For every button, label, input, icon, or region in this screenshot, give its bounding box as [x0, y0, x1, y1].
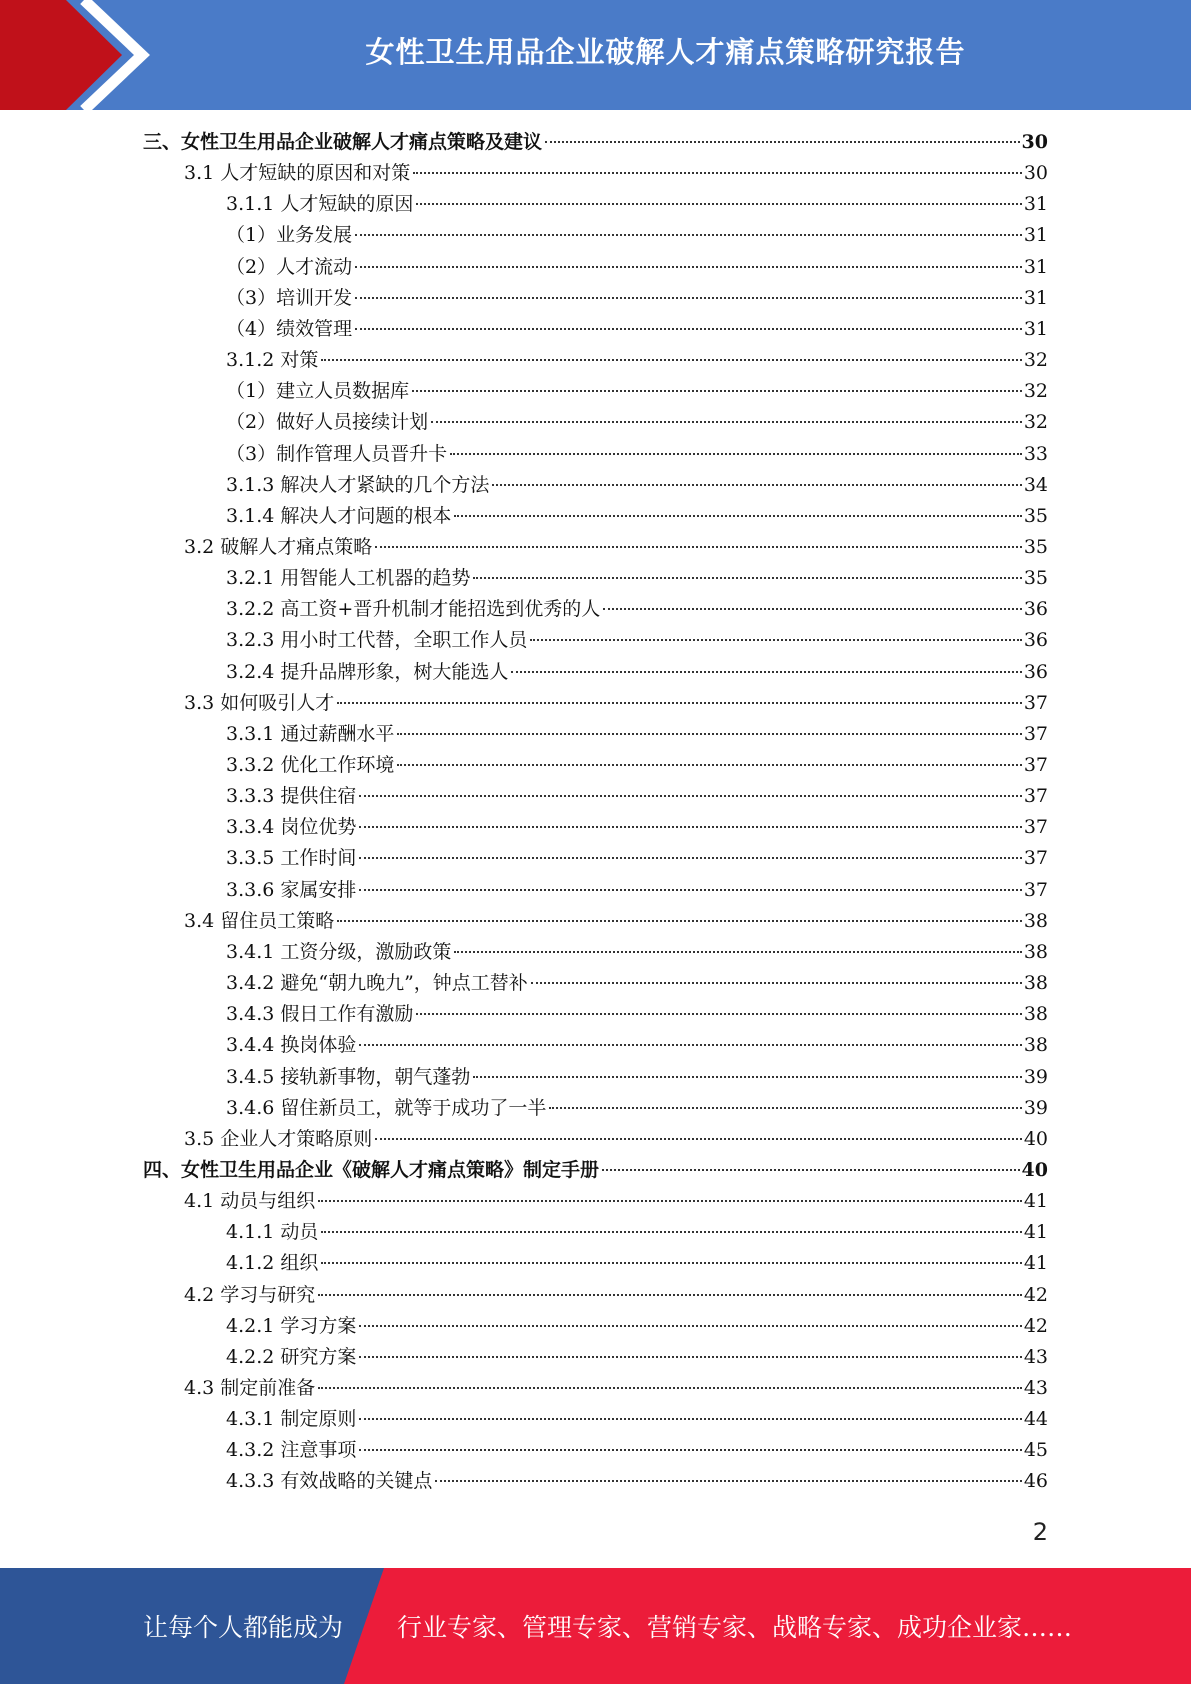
toc-entry-label: （1）业务发展 — [226, 224, 353, 247]
toc-dot-leader — [603, 608, 1022, 610]
toc-row — [0, 937, 1191, 968]
toc-row — [0, 1217, 1191, 1248]
toc-row — [0, 1062, 1191, 1093]
toc-row — [0, 1093, 1191, 1124]
toc-entry[interactable] — [226, 843, 1048, 874]
toc-row — [0, 1280, 1191, 1311]
toc-entry-page: 43 — [1023, 1377, 1048, 1399]
toc-entry-page: 30 — [1023, 162, 1048, 185]
toc-entry[interactable] — [226, 1404, 1048, 1435]
toc-entry-page: 40 — [1023, 1127, 1048, 1150]
toc-entry-label: （1）建立人员数据库 — [226, 380, 410, 403]
toc-row — [0, 812, 1191, 843]
toc-entry-label: 3.2 破解人才痛点策略 — [184, 535, 373, 558]
toc-dot-leader — [530, 639, 1021, 641]
toc-entry-page: 32 — [1023, 411, 1048, 434]
toc-entry-page: 35 — [1023, 504, 1048, 527]
toc-entry[interactable] — [226, 719, 1048, 750]
toc-row — [0, 439, 1191, 470]
toc-entry-label: 3.2.4 提升品牌形象，树大能选人 — [226, 660, 509, 683]
toc-entry-label: 3.1.4 解决人才问题的根本 — [226, 504, 452, 527]
toc-entry-label: 3.4.4 换岗体验 — [226, 1034, 357, 1057]
toc-row — [0, 1404, 1191, 1435]
toc-entry-label: 3.3.6 家属安排 — [226, 878, 357, 901]
toc-entry-label: 3.2.3 用小时工代替，全职工作人员 — [226, 629, 528, 652]
toc-entry[interactable] — [226, 999, 1048, 1030]
toc-entry-page: 43 — [1023, 1345, 1048, 1368]
toc-dot-leader — [473, 577, 1021, 579]
toc-dot-leader — [531, 982, 1022, 984]
toc-entry[interactable] — [226, 1030, 1048, 1061]
toc-entry-label: 3.2.1 用智能人工机器的趋势 — [226, 567, 471, 590]
toc-dot-leader — [321, 1231, 1021, 1233]
toc-dot-leader — [545, 141, 1020, 143]
toc-dot-leader — [397, 733, 1021, 735]
toc-entry-page: 37 — [1023, 691, 1048, 714]
toc-entry[interactable] — [143, 127, 1048, 158]
toc-dot-leader — [431, 421, 1022, 423]
toc-entry-label: 三、女性卫生用品企业破解人才痛点策略及建议 — [143, 131, 543, 153]
toc-entry[interactable] — [226, 1466, 1048, 1497]
toc-entry-label: 4.2.2 研究方案 — [226, 1345, 357, 1368]
toc-entry-page: 38 — [1023, 1034, 1048, 1057]
toc-entry[interactable] — [226, 470, 1048, 501]
toc-entry-label: 4.3.1 制定原则 — [226, 1408, 357, 1431]
toc-entry-page: 36 — [1023, 660, 1048, 683]
footer-slogan-right: 行业专家、管理专家、营销专家、战略专家、成功企业家…… — [397, 1613, 1073, 1642]
toc-entry-page: 31 — [1023, 286, 1048, 309]
document-title: 女性卫生用品企业破解人才痛点策略研究报告 — [365, 34, 966, 69]
toc-row — [0, 252, 1191, 283]
toc-entry-page: 38 — [1023, 909, 1048, 932]
toc-entry[interactable] — [226, 1093, 1048, 1124]
toc-row — [0, 1373, 1191, 1404]
toc-entry[interactable] — [184, 1280, 1048, 1311]
toc-dot-leader — [318, 1200, 1022, 1202]
toc-entry-page: 42 — [1023, 1283, 1048, 1306]
toc-entry-label: 3.1 人才短缺的原因和对策 — [184, 162, 411, 185]
toc-dot-leader — [416, 1013, 1021, 1015]
toc-entry-page: 41 — [1023, 1221, 1048, 1244]
toc-dot-leader — [375, 546, 1022, 548]
toc-entry-label: 3.2.2 高工资+晋升机制才能招选到优秀的人 — [226, 598, 601, 621]
toc-dot-leader — [413, 172, 1022, 174]
toc-row — [0, 563, 1191, 594]
toc-entry-label: （3）制作管理人员晋升卡 — [226, 442, 448, 465]
toc-entry-label: 3.3.2 优化工作环境 — [226, 754, 395, 776]
toc-dot-leader — [355, 297, 1022, 299]
toc-entry[interactable] — [226, 657, 1048, 688]
toc-entry[interactable] — [143, 1155, 1048, 1186]
toc-entry-label: 四、女性卫生用品企业《破解人才痛点策略》制定手册 — [143, 1158, 600, 1181]
toc-entry-label: （2）做好人员接续计划 — [226, 411, 429, 434]
toc-dot-leader — [492, 484, 1021, 486]
toc-entry-label: 4.1.2 组织 — [226, 1252, 319, 1275]
toc-row — [0, 376, 1191, 407]
toc-entry[interactable] — [184, 158, 1048, 189]
toc-dot-leader — [435, 1480, 1021, 1482]
toc-entry-page: 31 — [1023, 255, 1048, 278]
toc-entry-page: 41 — [1023, 1190, 1048, 1213]
toc-entry[interactable] — [226, 189, 1048, 220]
toc-row — [0, 1030, 1191, 1061]
toc-row — [0, 314, 1191, 345]
toc-entry-label: 3.4.6 留住新员工，就等于成功了一半 — [226, 1096, 547, 1119]
toc-row — [0, 1342, 1191, 1373]
toc-entry-label: （2）人才流动 — [226, 255, 353, 278]
toc-entry-label: 4.1.1 动员 — [226, 1221, 319, 1244]
toc-entry-page: 39 — [1023, 1065, 1048, 1088]
toc-entry[interactable] — [226, 252, 1048, 283]
toc-row — [0, 345, 1191, 376]
toc-entry-page: 32 — [1023, 349, 1048, 372]
toc-row — [0, 283, 1191, 314]
toc-entry[interactable] — [226, 501, 1048, 532]
toc-entry[interactable] — [184, 1124, 1048, 1155]
toc-entry-page: 34 — [1023, 473, 1048, 496]
toc-entry-page: 36 — [1023, 598, 1048, 621]
toc-entry-page: 42 — [1023, 1314, 1048, 1337]
toc-entry[interactable] — [226, 439, 1048, 470]
toc-entry-page: 36 — [1023, 629, 1048, 652]
toc-entry-label: 3.3.3 提供住宿 — [226, 785, 357, 808]
toc-dot-leader — [337, 920, 1022, 922]
toc-entry-label: 4.3.2 注意事项 — [226, 1439, 357, 1462]
toc-dot-leader — [511, 671, 1021, 673]
toc-dot-leader — [355, 328, 1022, 330]
toc-row — [0, 719, 1191, 750]
toc-dot-leader — [337, 702, 1022, 704]
toc-row — [0, 1466, 1191, 1497]
toc-entry-label: 4.1 动员与组织 — [184, 1190, 316, 1213]
toc-entry-page: 46 — [1023, 1470, 1048, 1493]
toc-row — [0, 657, 1191, 688]
toc-entry[interactable] — [226, 1248, 1048, 1279]
toc-entry-label: 4.3.3 有效战略的关键点 — [226, 1470, 433, 1493]
toc-dot-leader — [355, 234, 1022, 236]
toc-entry[interactable] — [226, 1311, 1048, 1342]
toc-row — [0, 750, 1191, 781]
toc-entry-page: 37 — [1023, 816, 1048, 839]
toc-row — [0, 1311, 1191, 1342]
toc-dot-leader — [473, 1076, 1021, 1078]
toc-entry-page: 31 — [1023, 317, 1048, 340]
toc-dot-leader — [416, 203, 1021, 205]
toc-entry-page: 37 — [1023, 847, 1048, 870]
toc-dot-leader — [359, 1044, 1021, 1046]
toc-entry-page: 37 — [1023, 878, 1048, 901]
toc-dot-leader — [602, 1169, 1020, 1171]
toc-entry-label: 3.1.3 解决人才紧缺的几个方法 — [226, 473, 490, 496]
toc-row — [0, 688, 1191, 719]
toc-entry[interactable] — [226, 563, 1048, 594]
toc-dot-leader — [318, 1294, 1022, 1296]
toc-entry-page: 32 — [1023, 380, 1048, 403]
toc-entry[interactable] — [226, 314, 1048, 345]
toc-entry[interactable] — [184, 1186, 1048, 1217]
toc-entry[interactable] — [226, 1342, 1048, 1373]
toc-entry-page: 38 — [1023, 1003, 1048, 1026]
toc-entry-page: 37 — [1023, 754, 1048, 776]
toc-entry-page: 38 — [1023, 940, 1048, 963]
toc-entry[interactable] — [226, 1435, 1048, 1466]
toc-entry[interactable] — [226, 283, 1048, 314]
toc-row — [0, 1248, 1191, 1279]
toc-entry-label: 3.4.1 工资分级，激励政策 — [226, 940, 452, 963]
toc-row — [0, 781, 1191, 812]
toc-entry-label: 3.4.3 假日工作有激励 — [226, 1003, 414, 1026]
toc-entry-page: 35 — [1023, 535, 1048, 558]
toc-row — [0, 127, 1191, 158]
toc-entry-page: 33 — [1023, 442, 1048, 465]
toc-dot-leader — [318, 1387, 1022, 1389]
toc-entry-page: 31 — [1023, 224, 1048, 247]
toc-dot-leader — [359, 1325, 1021, 1327]
toc-entry[interactable] — [184, 1373, 1048, 1404]
toc-entry-label: 3.3.4 岗位优势 — [226, 816, 357, 839]
toc-entry[interactable] — [226, 376, 1048, 407]
toc-entry-label: 3.3 如何吸引人才 — [184, 691, 335, 714]
toc-entry-page: 35 — [1023, 567, 1048, 590]
toc-row — [0, 1124, 1191, 1155]
toc-entry-page: 40 — [1021, 1158, 1048, 1181]
toc-dot-leader — [359, 889, 1021, 891]
toc-dot-leader — [359, 795, 1021, 797]
toc-entry-label: 4.2.1 学习方案 — [226, 1314, 357, 1337]
toc-dot-leader — [450, 453, 1022, 455]
toc-row — [0, 532, 1191, 563]
toc-entry[interactable] — [226, 937, 1048, 968]
toc-row — [0, 158, 1191, 189]
toc-entry-page: 37 — [1023, 722, 1048, 745]
toc-row — [0, 220, 1191, 251]
toc-entry-label: （4）绩效管理 — [226, 317, 353, 340]
toc-entry-label: （3）培训开发 — [226, 286, 353, 309]
toc-row — [0, 470, 1191, 501]
toc-dot-leader — [454, 515, 1021, 517]
toc-entry-page: 41 — [1023, 1252, 1048, 1275]
toc-row — [0, 1155, 1191, 1186]
toc-row — [0, 843, 1191, 874]
toc-entry-page: 31 — [1023, 193, 1048, 216]
toc-dot-leader — [375, 1138, 1022, 1140]
toc-entry-label: 3.3.1 通过薪酬水平 — [226, 722, 395, 745]
toc-entry[interactable] — [184, 906, 1048, 937]
toc-entry[interactable] — [226, 875, 1048, 906]
toc-dot-leader — [321, 359, 1021, 361]
toc-entry-label: 3.1.1 人才短缺的原因 — [226, 193, 414, 216]
toc-row — [0, 594, 1191, 625]
toc-dot-leader — [359, 1449, 1021, 1451]
toc-row — [0, 906, 1191, 937]
toc-entry-page: 45 — [1023, 1439, 1048, 1462]
toc-entry[interactable] — [226, 407, 1048, 438]
toc-dot-leader — [359, 1418, 1021, 1420]
toc-row — [0, 1186, 1191, 1217]
toc-entry-label: 3.4.5 接轨新事物，朝气蓬勃 — [226, 1065, 471, 1088]
toc-entry-label: 3.3.5 工作时间 — [226, 847, 357, 870]
toc-dot-leader — [549, 1107, 1021, 1109]
toc-dot-leader — [359, 826, 1021, 828]
toc-entry[interactable] — [226, 750, 1048, 781]
toc-entry-page: 30 — [1021, 131, 1048, 153]
toc-entry[interactable] — [184, 532, 1048, 563]
toc-row — [0, 501, 1191, 532]
toc-entry[interactable] — [184, 688, 1048, 719]
toc-entry[interactable] — [226, 812, 1048, 843]
toc-entry[interactable] — [226, 220, 1048, 251]
page-number: 2 — [1032, 1518, 1048, 1546]
toc-dot-leader — [412, 390, 1022, 392]
toc-entry[interactable] — [226, 594, 1048, 625]
toc-dot-leader — [454, 951, 1021, 953]
page-header — [0, 0, 1191, 110]
toc-row — [0, 968, 1191, 999]
toc-dot-leader — [359, 1356, 1021, 1358]
toc-row — [0, 1435, 1191, 1466]
toc-entry-page: 38 — [1023, 972, 1048, 995]
toc-row — [0, 875, 1191, 906]
footer-slogan-left: 让每个人都能成为 — [143, 1613, 344, 1642]
toc-entry-page: 37 — [1023, 785, 1048, 808]
toc-entry-label: 3.5 企业人才策略原则 — [184, 1127, 373, 1150]
toc-entry[interactable] — [226, 1062, 1048, 1093]
toc-entry[interactable] — [226, 345, 1048, 376]
toc-row — [0, 407, 1191, 438]
toc-entry-label: 4.3 制定前准备 — [184, 1377, 316, 1399]
toc-row — [0, 625, 1191, 656]
toc-entry[interactable] — [226, 781, 1048, 812]
toc-entry[interactable] — [226, 968, 1048, 999]
toc-dot-leader — [321, 1262, 1021, 1264]
toc-row — [0, 999, 1191, 1030]
toc-entry-label: 3.1.2 对策 — [226, 349, 319, 372]
toc-entry-label: 3.4.2 避免“朝九晚九”，钟点工替补 — [226, 972, 528, 995]
toc-entry-page: 44 — [1023, 1408, 1048, 1431]
toc-dot-leader — [355, 266, 1022, 268]
toc-entry-label: 3.4 留住员工策略 — [184, 909, 335, 932]
toc-entry-page: 39 — [1023, 1096, 1048, 1119]
toc-dot-leader — [359, 857, 1021, 859]
toc-entry[interactable] — [226, 1217, 1048, 1248]
page-footer — [0, 1568, 1191, 1684]
toc-entry-label: 4.2 学习与研究 — [184, 1283, 316, 1306]
toc-dot-leader — [397, 764, 1021, 766]
toc-entry[interactable] — [226, 625, 1048, 656]
toc-row — [0, 189, 1191, 220]
